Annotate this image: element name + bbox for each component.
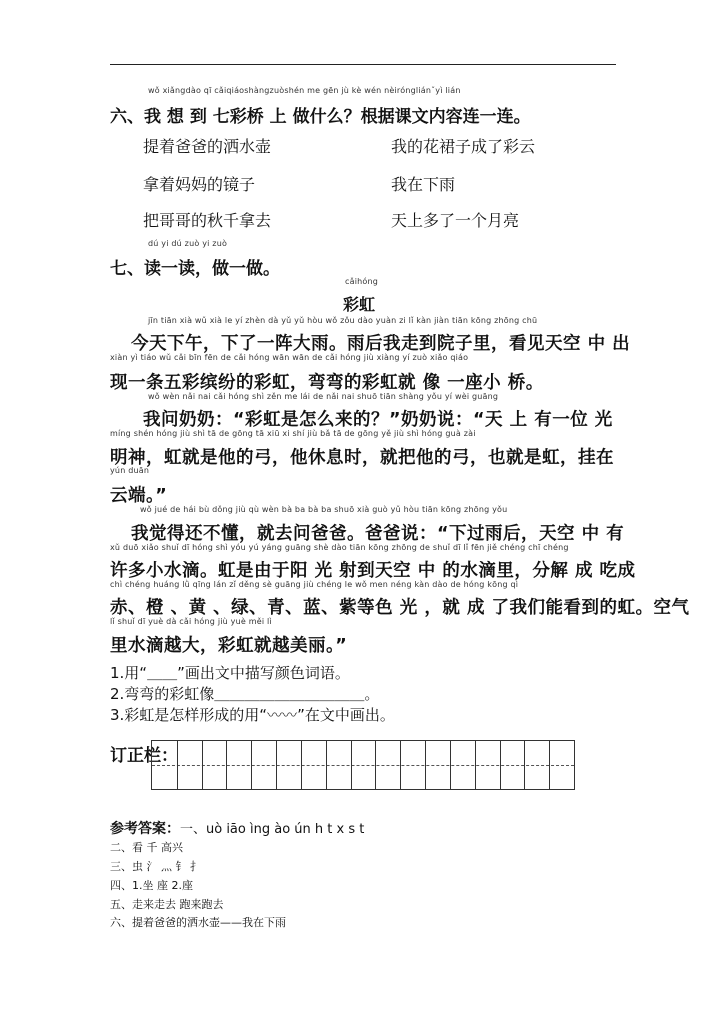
grid-column-line bbox=[425, 741, 426, 789]
grid-column-line bbox=[177, 741, 178, 789]
grid-column-line bbox=[400, 741, 401, 789]
match-left-2: 拿着妈妈的镜子 bbox=[143, 175, 256, 194]
grid-column-line bbox=[326, 741, 327, 789]
section6-pinyin: wǒ xiǎngdào qī cǎiqiáoshàngzuòshén me gēn jù kè wén nèiróngliánˇyì lián bbox=[148, 86, 461, 95]
answers-title: 参考答案： bbox=[110, 821, 180, 837]
grid-column-line bbox=[226, 741, 227, 789]
match-left-1: 提着爸爸的洒水壶 bbox=[143, 137, 272, 156]
grid-column-line bbox=[475, 741, 476, 789]
passage-title-pinyin: cǎihóng bbox=[345, 277, 379, 286]
passage-line: 现一条五彩缤纷的彩虹，弯弯的彩虹就 像 一座小 桥。 bbox=[110, 373, 544, 393]
passage-pinyin: xǔ duō xiǎo shuǐ dī hóng shì yóu yú yáng guāng shè dào tiān kōng zhōng de shuǐ dī lǐ fēn jiě chéng chī chéng bbox=[110, 543, 569, 552]
grid-column-line bbox=[251, 741, 252, 789]
passage-pinyin: míng shén hóng jiù shì tā de gōng tā xiū xi shí jiù bǎ tā de gōng yě jiù shì hóng guà zài bbox=[110, 429, 476, 438]
answers-header bbox=[110, 818, 364, 838]
grid-midline bbox=[152, 765, 574, 766]
passage-pinyin: chì chéng huáng lǜ qīng lán zǐ děng sè guāng jiù chéng le wǒ men néng kàn dào de hóng kōng qì bbox=[110, 580, 519, 589]
answer-line: 五、走来走去 跑来跑去 bbox=[110, 898, 224, 911]
passage-line: 我觉得还不懂，就去问爸爸。爸爸说：“下过雨后，天空 中 有 bbox=[131, 524, 625, 544]
passage-line: 许多小水滴。虹是由于阳 光 射到天空 中 的水滴里，分解 成 吃成 bbox=[110, 561, 636, 581]
match-right-2: 我在下雨 bbox=[391, 175, 456, 194]
passage-pinyin: xiàn yì tiáo wǔ cǎi bīn fēn de cǎi hóng wān wān de cǎi hóng jiù xiàng yí zuò xiǎo qiáo bbox=[110, 353, 469, 362]
correction-grid[interactable] bbox=[151, 740, 575, 790]
section7-pinyin: dú yi dú zuò yi zuò bbox=[148, 239, 228, 248]
grid-column-line bbox=[450, 741, 451, 789]
passage-pinyin: lǐ shuǐ dī yuè dà cǎi hóng jiù yuè měi lì bbox=[110, 617, 272, 626]
passage-line: 云端。” bbox=[110, 486, 168, 506]
grid-column-line bbox=[375, 741, 376, 789]
answer-line: 二、看 千 高兴 bbox=[110, 841, 183, 854]
grid-column-line bbox=[351, 741, 352, 789]
top-rule bbox=[110, 64, 616, 65]
grid-column-line bbox=[202, 741, 203, 789]
match-right-3: 天上多了一个月亮 bbox=[391, 211, 520, 230]
answer-line: 六、提着爸爸的洒水壶——我在下雨 bbox=[110, 916, 286, 929]
grid-column-line bbox=[276, 741, 277, 789]
match-left-3: 把哥哥的秋千拿去 bbox=[143, 211, 272, 230]
grid-column-line bbox=[301, 741, 302, 789]
grid-column-line bbox=[549, 741, 550, 789]
question-1: 1.用“＿＿”画出文中描写颜色词语。 bbox=[110, 664, 350, 682]
answer-line: 三、虫 氵 灬 钅 扌 bbox=[110, 860, 201, 873]
passage-title: 彩虹 bbox=[343, 295, 376, 314]
section7-heading: 七、读一读，做一做。 bbox=[110, 259, 280, 279]
grid-column-line bbox=[500, 741, 501, 789]
passage-line: 我问奶奶：“彩虹是怎么来的？”奶奶说：“天 上 有一位 光 bbox=[143, 410, 613, 430]
passage-line: 今天下午，下了一阵大雨。雨后我走到院子里，看见天空 中 出 bbox=[131, 334, 631, 354]
question-3: 3.彩虹是怎样形成的用“〰〰”在文中画出。 bbox=[110, 706, 395, 724]
passage-line: 明神，虹就是他的弓，他休息时，就把他的弓，也就是虹，挂在 bbox=[110, 448, 614, 468]
answer-line: 四、1.坐 座 2.座 bbox=[110, 879, 193, 892]
passage-pinyin: jīn tiān xià wǔ xià le yí zhèn dà yǔ yǔ hòu wǒ zǒu dào yuàn zi lǐ kàn jiàn tiān kōng zhōng chū bbox=[148, 316, 538, 325]
passage-pinyin: yún duān bbox=[110, 466, 150, 475]
question-2: 2.弯弯的彩虹像＿＿＿＿＿＿＿＿＿＿。 bbox=[110, 685, 380, 703]
passage-pinyin: wǒ jué de hái bù dǒng jiù qù wèn bà ba bà ba shuō xià guò yǔ hòu tiān kōng zhōng yǒu bbox=[140, 505, 508, 514]
grid-column-line bbox=[524, 741, 525, 789]
passage-line: 里水滴越大，彩虹就越美丽。” bbox=[110, 636, 348, 656]
correction-label: 订正栏： bbox=[110, 746, 178, 766]
answer-line-1: 一、uò iāo ìng ào ún h t x s t bbox=[180, 822, 365, 837]
passage-pinyin: wǒ wèn nǎi nai cǎi hóng shì zěn me lái de nǎi nai shuō tiān shàng yǒu yí wèi guāng bbox=[148, 392, 499, 401]
match-right-1: 我的花裙子成了彩云 bbox=[391, 137, 536, 156]
section6-heading: 六、我 想 到 七彩桥 上 做什么？根据课文内容连一连。 bbox=[110, 107, 531, 127]
passage-line: 赤、橙 、黄 、绿、青、蓝、紫等色 光 ，就 成 了我们能看到的虹。空气 bbox=[110, 598, 690, 618]
